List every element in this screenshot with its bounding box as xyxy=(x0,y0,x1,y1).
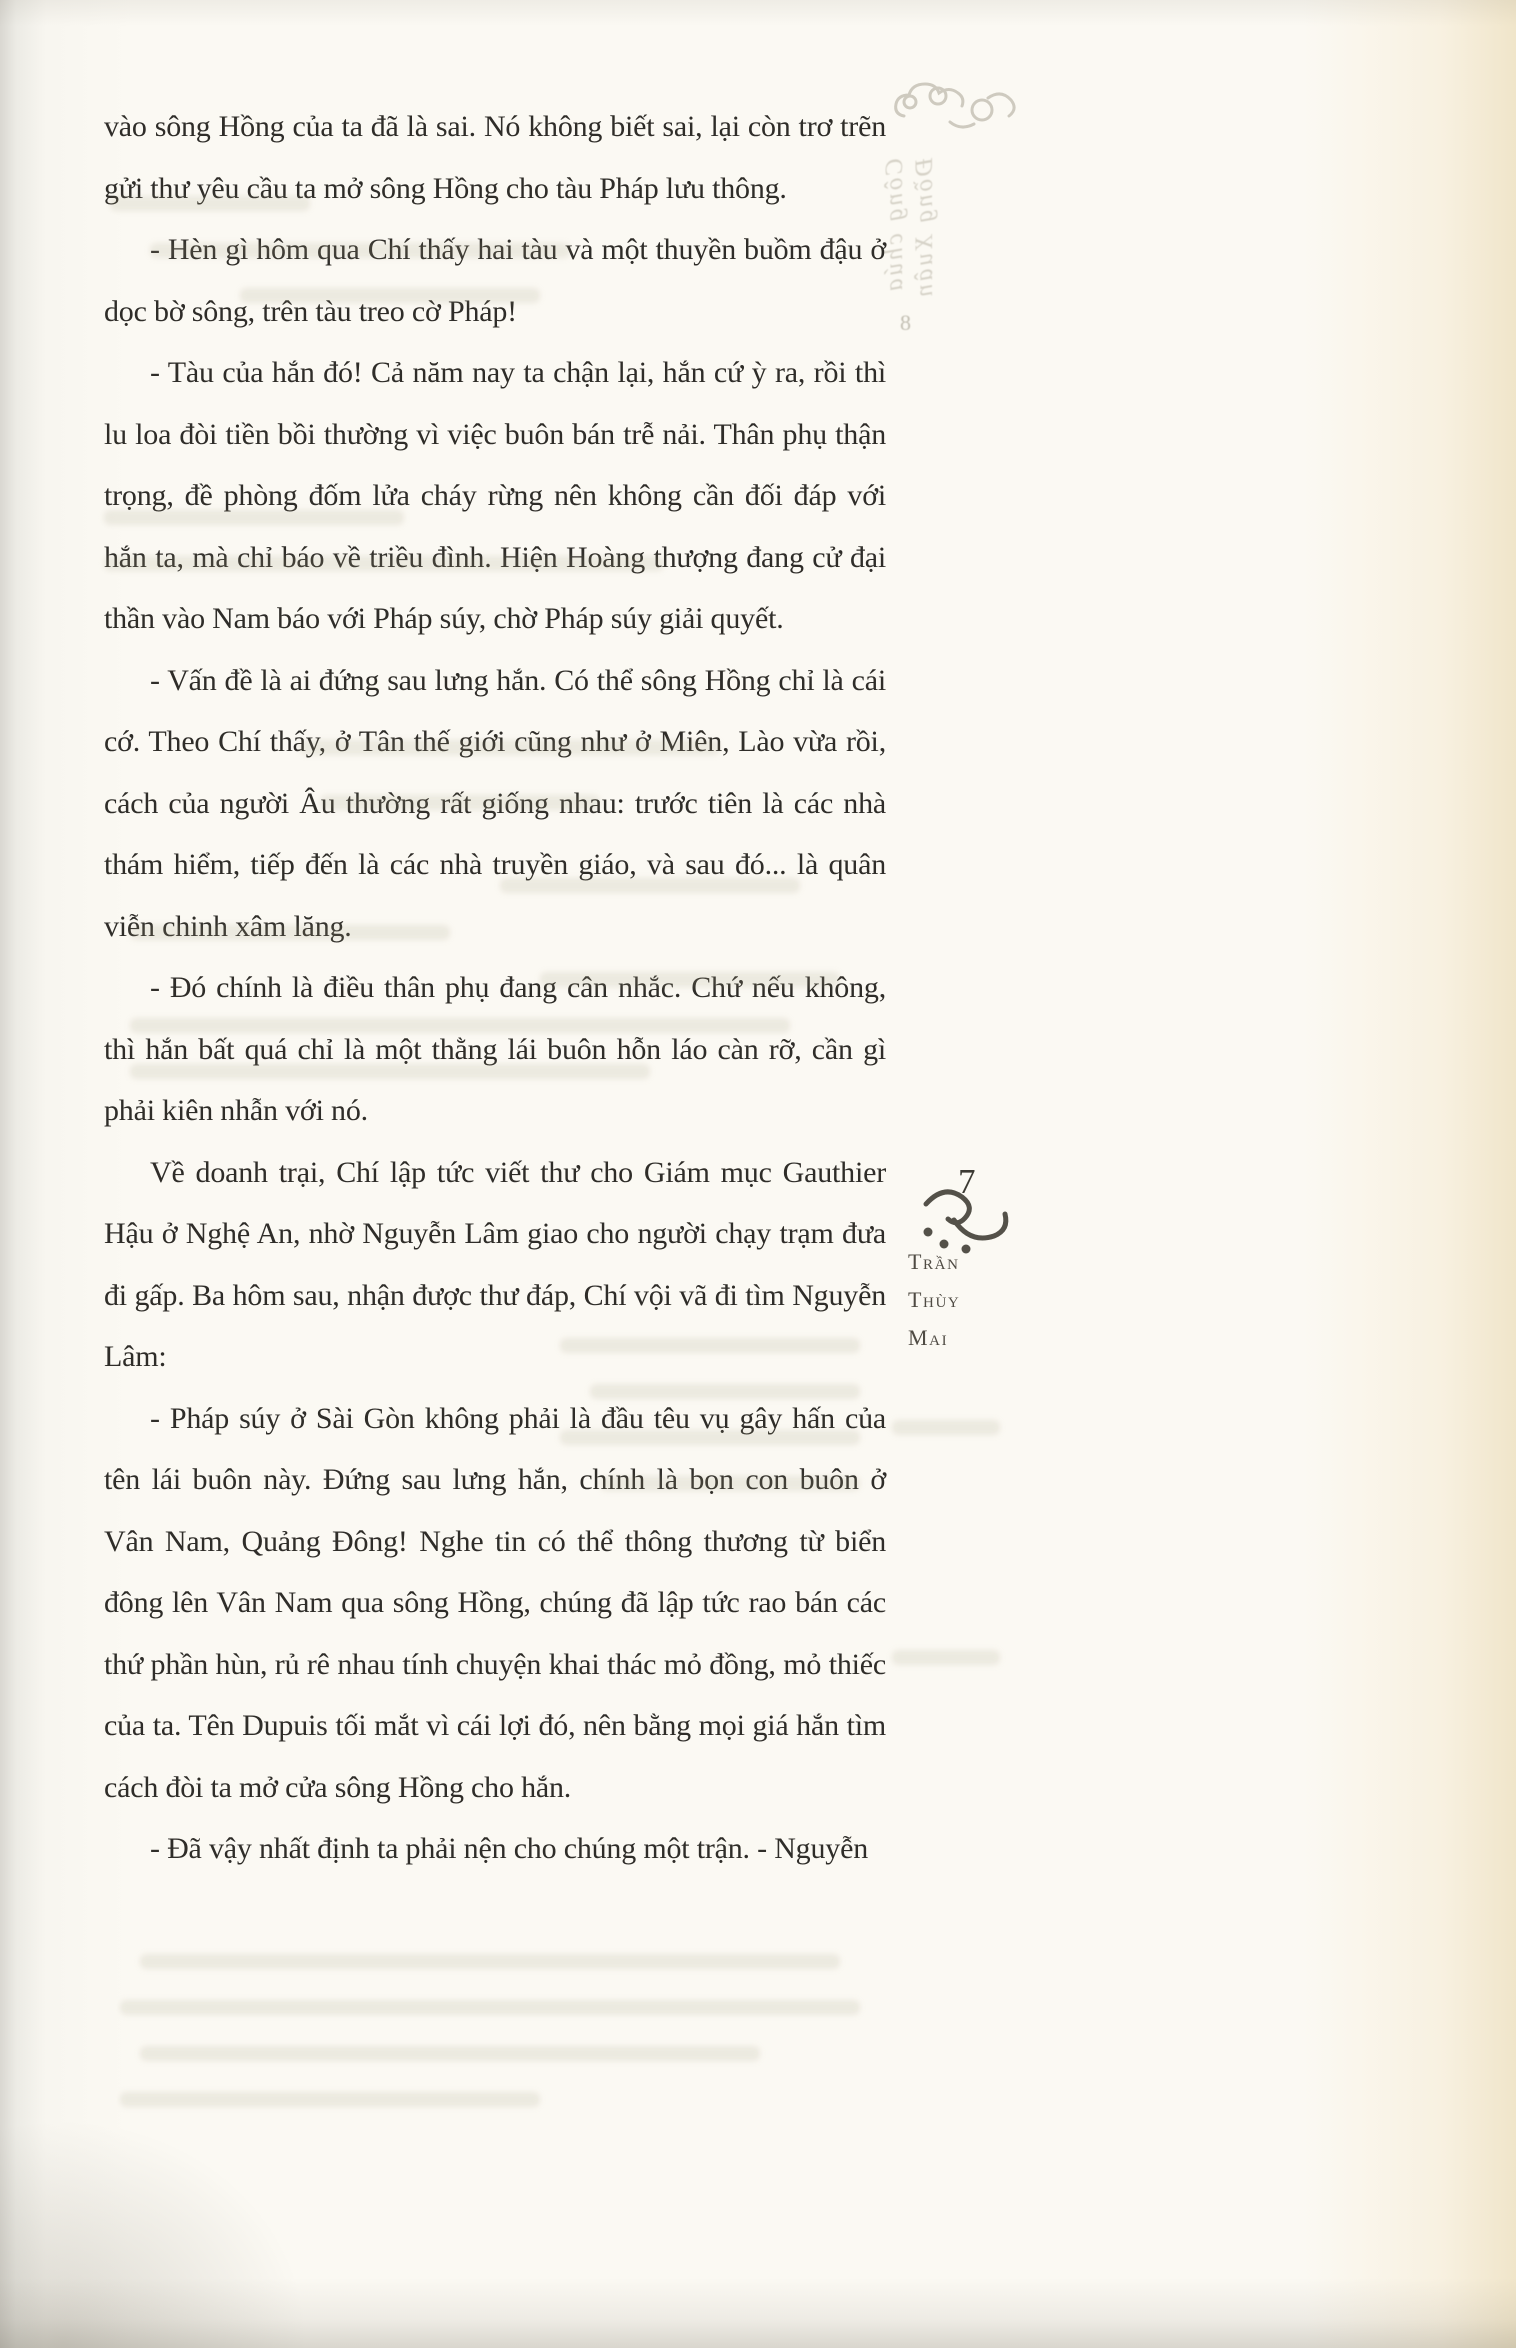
bleed-through-mark xyxy=(120,2092,540,2107)
paragraph: - Vấn đề là ai đứng sau lưng hắn. Có thể sông Hồng chỉ là cái cớ. Theo Chí thấy, ở Tân thế giới cũng như ở Miên, Lào vừa rồi, cách của người Âu thường rất giống nhau: trước tiên là các nhà thám hiểm, tiếp đến là các nhà truyền giáo, và sau đó... là quân viễn chinh xâm lăng. xyxy=(104,663,886,943)
bleed-through-mark xyxy=(130,925,450,940)
bleed-through-mark xyxy=(140,1954,840,1969)
scan-top-shadow xyxy=(0,0,1516,26)
page-number: 7 xyxy=(958,1162,976,1201)
bleed-through-mark xyxy=(892,1650,1000,1665)
bleed-through-page-number: 8 xyxy=(900,310,911,335)
bleed-title-line: Công chúa xyxy=(881,158,908,295)
bleed-through-mark xyxy=(104,510,404,525)
paragraph: Về doanh trại, Chí lập tức viết thư cho Giám mục Gauthier Hậu ở Nghệ An, nhờ Nguyễn Lâm giao cho người chạy trạm đưa đi gấp. Ba hôm sau, nhận được thư đáp, Chí vội vã đi tìm Nguyễn Lâm: xyxy=(104,1155,886,1373)
bleed-through-mark xyxy=(590,1384,860,1399)
bleed-through-mark xyxy=(130,1064,650,1079)
author-name xyxy=(908,1243,960,1357)
body-text xyxy=(104,96,886,1880)
paragraph: - Pháp súy ở Sài Gòn không phải là đầu têu vụ gây hấn của tên lái buôn này. Đứng sau lưng hắn, chính là bọn con buôn ở Vân Nam, Quảng Đông! Nghe tin có thể thông thương từ biển đông lên Vân Nam qua sông Hồng, chúng đã lập tức rao bán các thứ phần hùn, rủ rê nhau tính chuyện khai thác mỏ đồng, mỏ thiếc của ta. Tên Dupuis tối mắt vì cái lợi đó, nên bằng mọi giá hắn tìm cách đòi ta mở cửa sông Hồng cho hắn. xyxy=(104,1401,886,1804)
paragraph: - Hèn gì hôm qua Chí thấy hai tàu và một thuyền buồm đậu ở dọc bờ sông, trên tàu treo cờ Pháp! xyxy=(104,233,886,328)
bleed-through-mark xyxy=(300,740,720,755)
bleed-through-mark xyxy=(104,556,664,571)
page-bottom-shadow xyxy=(0,2278,1516,2348)
bleed-through-mark xyxy=(892,1420,1000,1435)
bleed-through-mark xyxy=(320,795,600,810)
cloud-ornament-icon xyxy=(886,72,1018,149)
bleed-through-mark xyxy=(110,196,310,211)
bleed-through-mark xyxy=(240,288,540,303)
bleed-through-mark xyxy=(140,2046,760,2061)
author-name-line: Trần xyxy=(908,1249,960,1274)
bleed-through-mark xyxy=(120,2000,860,2015)
bleed-through-mark xyxy=(540,972,840,987)
bleed-through-title xyxy=(880,158,940,368)
bleed-through-mark xyxy=(150,243,570,258)
bleed-through-mark xyxy=(600,1476,860,1491)
bleed-through-mark xyxy=(560,1430,860,1445)
paragraph: - Đã vậy nhất định ta phải nện cho chúng một trận. - Nguyễn xyxy=(150,1832,868,1865)
author-name-line: Mai xyxy=(908,1325,949,1350)
paragraph: - Đó chính là điều thân phụ đang cân nhắc. Chứ nếu không, thì hắn bất quá chỉ là một thằng lái buôn hỗn láo càn rỡ, cần gì phải kiên nhẫn với nó. xyxy=(104,971,886,1127)
bleed-through-mark xyxy=(560,1338,860,1353)
paragraph: vào sông Hồng của ta đã là sai. Nó không biết sai, lại còn trơ trẽn gửi thư yêu cầu ta mở sông Hồng cho tàu Pháp lưu thông. xyxy=(104,110,886,205)
bleed-through-mark xyxy=(130,1018,790,1033)
bleed-through-mark xyxy=(500,878,800,893)
author-name-line: Thùy xyxy=(908,1287,961,1312)
bleed-title-line: Đồng Xuân xyxy=(911,158,938,300)
paragraph: - Tàu của hắn đó! Cả năm nay ta chận lại, hắn cứ ỳ ra, rồi thì lu loa đòi tiền bồi thường vì việc buôn bán trễ nải. Thân phụ thận trọng, đề phòng đốm lửa cháy rừng nên không cần đối đáp với hắn ta, mà chỉ báo về triều đình. Hiện Hoàng thượng đang cử đại thần vào Nam báo với Pháp súy, chờ Pháp súy giải quyết. xyxy=(104,356,886,635)
